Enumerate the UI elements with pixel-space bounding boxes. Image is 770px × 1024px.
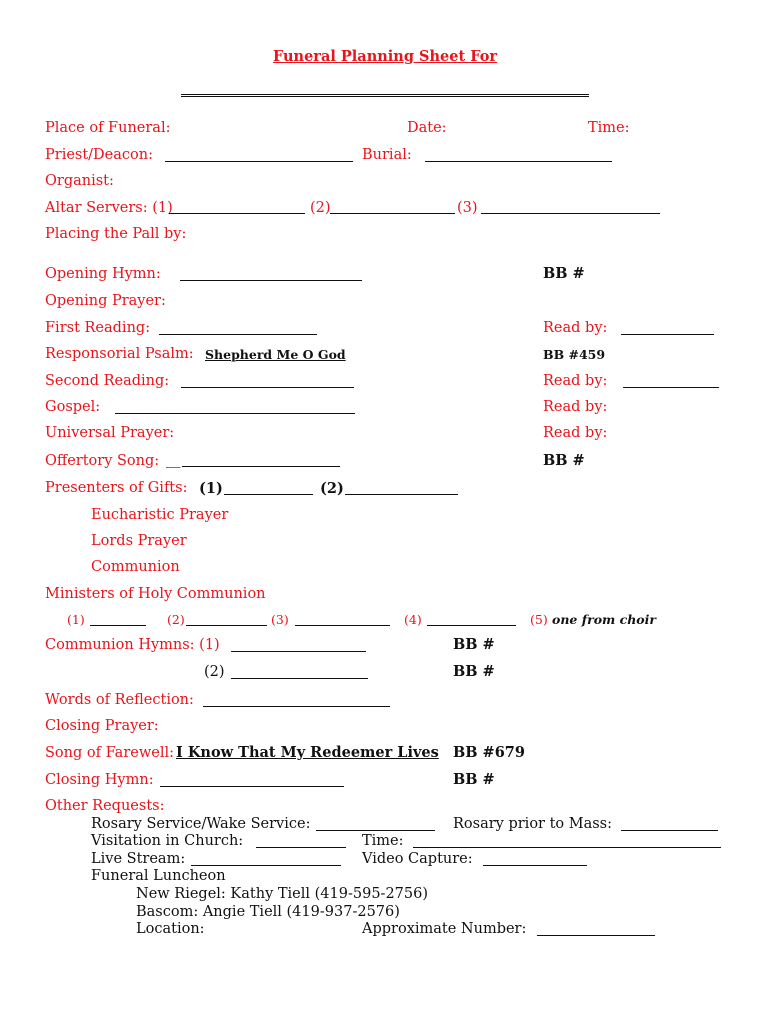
eucharistic-label: Eucharistic Prayer bbox=[91, 507, 229, 523]
minister-1-field[interactable] bbox=[90, 625, 146, 626]
gospel-field[interactable] bbox=[115, 413, 355, 414]
communion-label: Communion bbox=[91, 559, 180, 575]
first-read-by-field[interactable] bbox=[621, 334, 714, 335]
minister-4-field[interactable] bbox=[427, 625, 516, 626]
time-label: Time: bbox=[588, 120, 630, 136]
closing-hymn-label: Closing Hymn: bbox=[45, 772, 154, 788]
minister-3-label: (3) bbox=[271, 612, 289, 627]
altar-field-2[interactable] bbox=[330, 213, 455, 214]
approx-number-label: Approximate Number: bbox=[362, 921, 527, 937]
minister-4-label: (4) bbox=[404, 612, 422, 627]
minister-2-label: (2) bbox=[167, 612, 185, 627]
priest-field[interactable] bbox=[165, 161, 353, 162]
offertory-field[interactable] bbox=[182, 466, 340, 467]
rosary-label: Rosary Service/Wake Service: bbox=[91, 816, 311, 832]
minister-1-label: (1) bbox=[67, 612, 85, 627]
reflection-label: Words of Reflection: bbox=[45, 692, 194, 708]
universal-label: Universal Prayer: bbox=[45, 425, 175, 441]
visitation-time-field[interactable] bbox=[413, 847, 721, 848]
page-title: Funeral Planning Sheet For bbox=[272, 48, 498, 65]
minister-5-value: one from choir bbox=[552, 612, 656, 627]
altar-label-3: (3) bbox=[457, 200, 478, 216]
opening-hymn-field[interactable] bbox=[180, 280, 362, 281]
bascom-contact: Bascom: Angie Tiell (419-937-2576) bbox=[136, 904, 400, 920]
opening-hymn-bb: BB # bbox=[543, 265, 585, 282]
date-label: Date: bbox=[407, 120, 447, 136]
gospel-read-by: Read by: bbox=[543, 399, 608, 415]
altar-field-1[interactable] bbox=[169, 213, 305, 214]
ministers-label: Ministers of Holy Communion bbox=[45, 586, 266, 602]
visitation-time-label: Time: bbox=[362, 833, 404, 849]
approx-number-field[interactable] bbox=[537, 935, 655, 936]
universal-read-by: Read by: bbox=[543, 425, 608, 441]
live-stream-field[interactable] bbox=[191, 865, 341, 866]
visitation-label: Visitation in Church: bbox=[91, 833, 244, 849]
altar-field-3[interactable] bbox=[481, 213, 660, 214]
offertory-label: Offertory Song: bbox=[45, 453, 160, 469]
psalm-value: Shepherd Me O God bbox=[205, 347, 346, 362]
rosary-prior-field[interactable] bbox=[621, 830, 718, 831]
burial-field[interactable] bbox=[425, 161, 612, 162]
presenters-2-label: (2) bbox=[320, 480, 344, 497]
altar-label: Altar Servers: (1) bbox=[45, 200, 173, 216]
first-read-by: Read by: bbox=[543, 320, 608, 336]
minister-2-field[interactable] bbox=[186, 625, 267, 626]
farewell-label: Song of Farewell: bbox=[45, 745, 174, 761]
opening-prayer-label: Opening Prayer: bbox=[45, 293, 166, 309]
presenters-label: Presenters of Gifts: bbox=[45, 480, 188, 496]
rosary-prior-label: Rosary prior to Mass: bbox=[453, 816, 613, 832]
altar-label-2: (2) bbox=[310, 200, 331, 216]
pall-label: Placing the Pall by: bbox=[45, 226, 187, 242]
video-capture-field[interactable] bbox=[483, 865, 587, 866]
second-read-by-field[interactable] bbox=[623, 387, 719, 388]
name-line[interactable] bbox=[181, 94, 589, 97]
psalm-label: Responsorial Psalm: bbox=[45, 346, 194, 362]
second-reading-label: Second Reading: bbox=[45, 373, 170, 389]
minister-5-label: (5) bbox=[530, 612, 548, 627]
offertory-prefix: __ bbox=[166, 452, 181, 468]
communion-hymn-field-2[interactable] bbox=[231, 678, 368, 679]
communion-hymn-field-1[interactable] bbox=[231, 651, 366, 652]
reflection-field[interactable] bbox=[203, 706, 390, 707]
communion-hymn-bb-2: BB # bbox=[453, 663, 495, 680]
organist-label: Organist: bbox=[45, 173, 114, 189]
location-label: Location: bbox=[136, 921, 205, 937]
communion-hymns-2-label: (2) bbox=[204, 664, 225, 680]
first-reading-label: First Reading: bbox=[45, 320, 151, 336]
live-stream-label: Live Stream: bbox=[91, 851, 186, 867]
closing-prayer-label: Closing Prayer: bbox=[45, 718, 159, 734]
gospel-label: Gospel: bbox=[45, 399, 101, 415]
closing-hymn-bb: BB # bbox=[453, 771, 495, 788]
farewell-value: I Know That My Redeemer Lives bbox=[176, 744, 439, 761]
place-label: Place of Funeral: bbox=[45, 120, 171, 136]
offertory-bb: BB # bbox=[543, 452, 585, 469]
second-read-by: Read by: bbox=[543, 373, 608, 389]
communion-hymn-bb-1: BB # bbox=[453, 636, 495, 653]
lords-prayer-label: Lords Prayer bbox=[91, 533, 187, 549]
closing-hymn-field[interactable] bbox=[160, 786, 344, 787]
second-reading-field[interactable] bbox=[181, 387, 354, 388]
opening-hymn-label: Opening Hymn: bbox=[45, 266, 161, 282]
burial-label: Burial: bbox=[362, 147, 412, 163]
presenters-field-2[interactable] bbox=[345, 494, 458, 495]
rosary-field[interactable] bbox=[316, 830, 435, 831]
visitation-field[interactable] bbox=[256, 847, 346, 848]
new-riegel-contact: New Riegel: Kathy Tiell (419-595-2756) bbox=[136, 886, 429, 902]
video-capture-label: Video Capture: bbox=[362, 851, 473, 867]
farewell-bb: BB #679 bbox=[453, 744, 525, 761]
priest-label: Priest/Deacon: bbox=[45, 147, 153, 163]
minister-3-field[interactable] bbox=[295, 625, 390, 626]
first-reading-field[interactable] bbox=[159, 334, 317, 335]
presenters-field-1[interactable] bbox=[224, 494, 313, 495]
luncheon-label: Funeral Luncheon bbox=[91, 868, 226, 884]
communion-hymns-label: Communion Hymns: (1) bbox=[45, 637, 220, 653]
other-requests-label: Other Requests: bbox=[45, 798, 165, 814]
psalm-bb: BB #459 bbox=[543, 347, 606, 362]
presenters-1-label: (1) bbox=[199, 480, 223, 497]
